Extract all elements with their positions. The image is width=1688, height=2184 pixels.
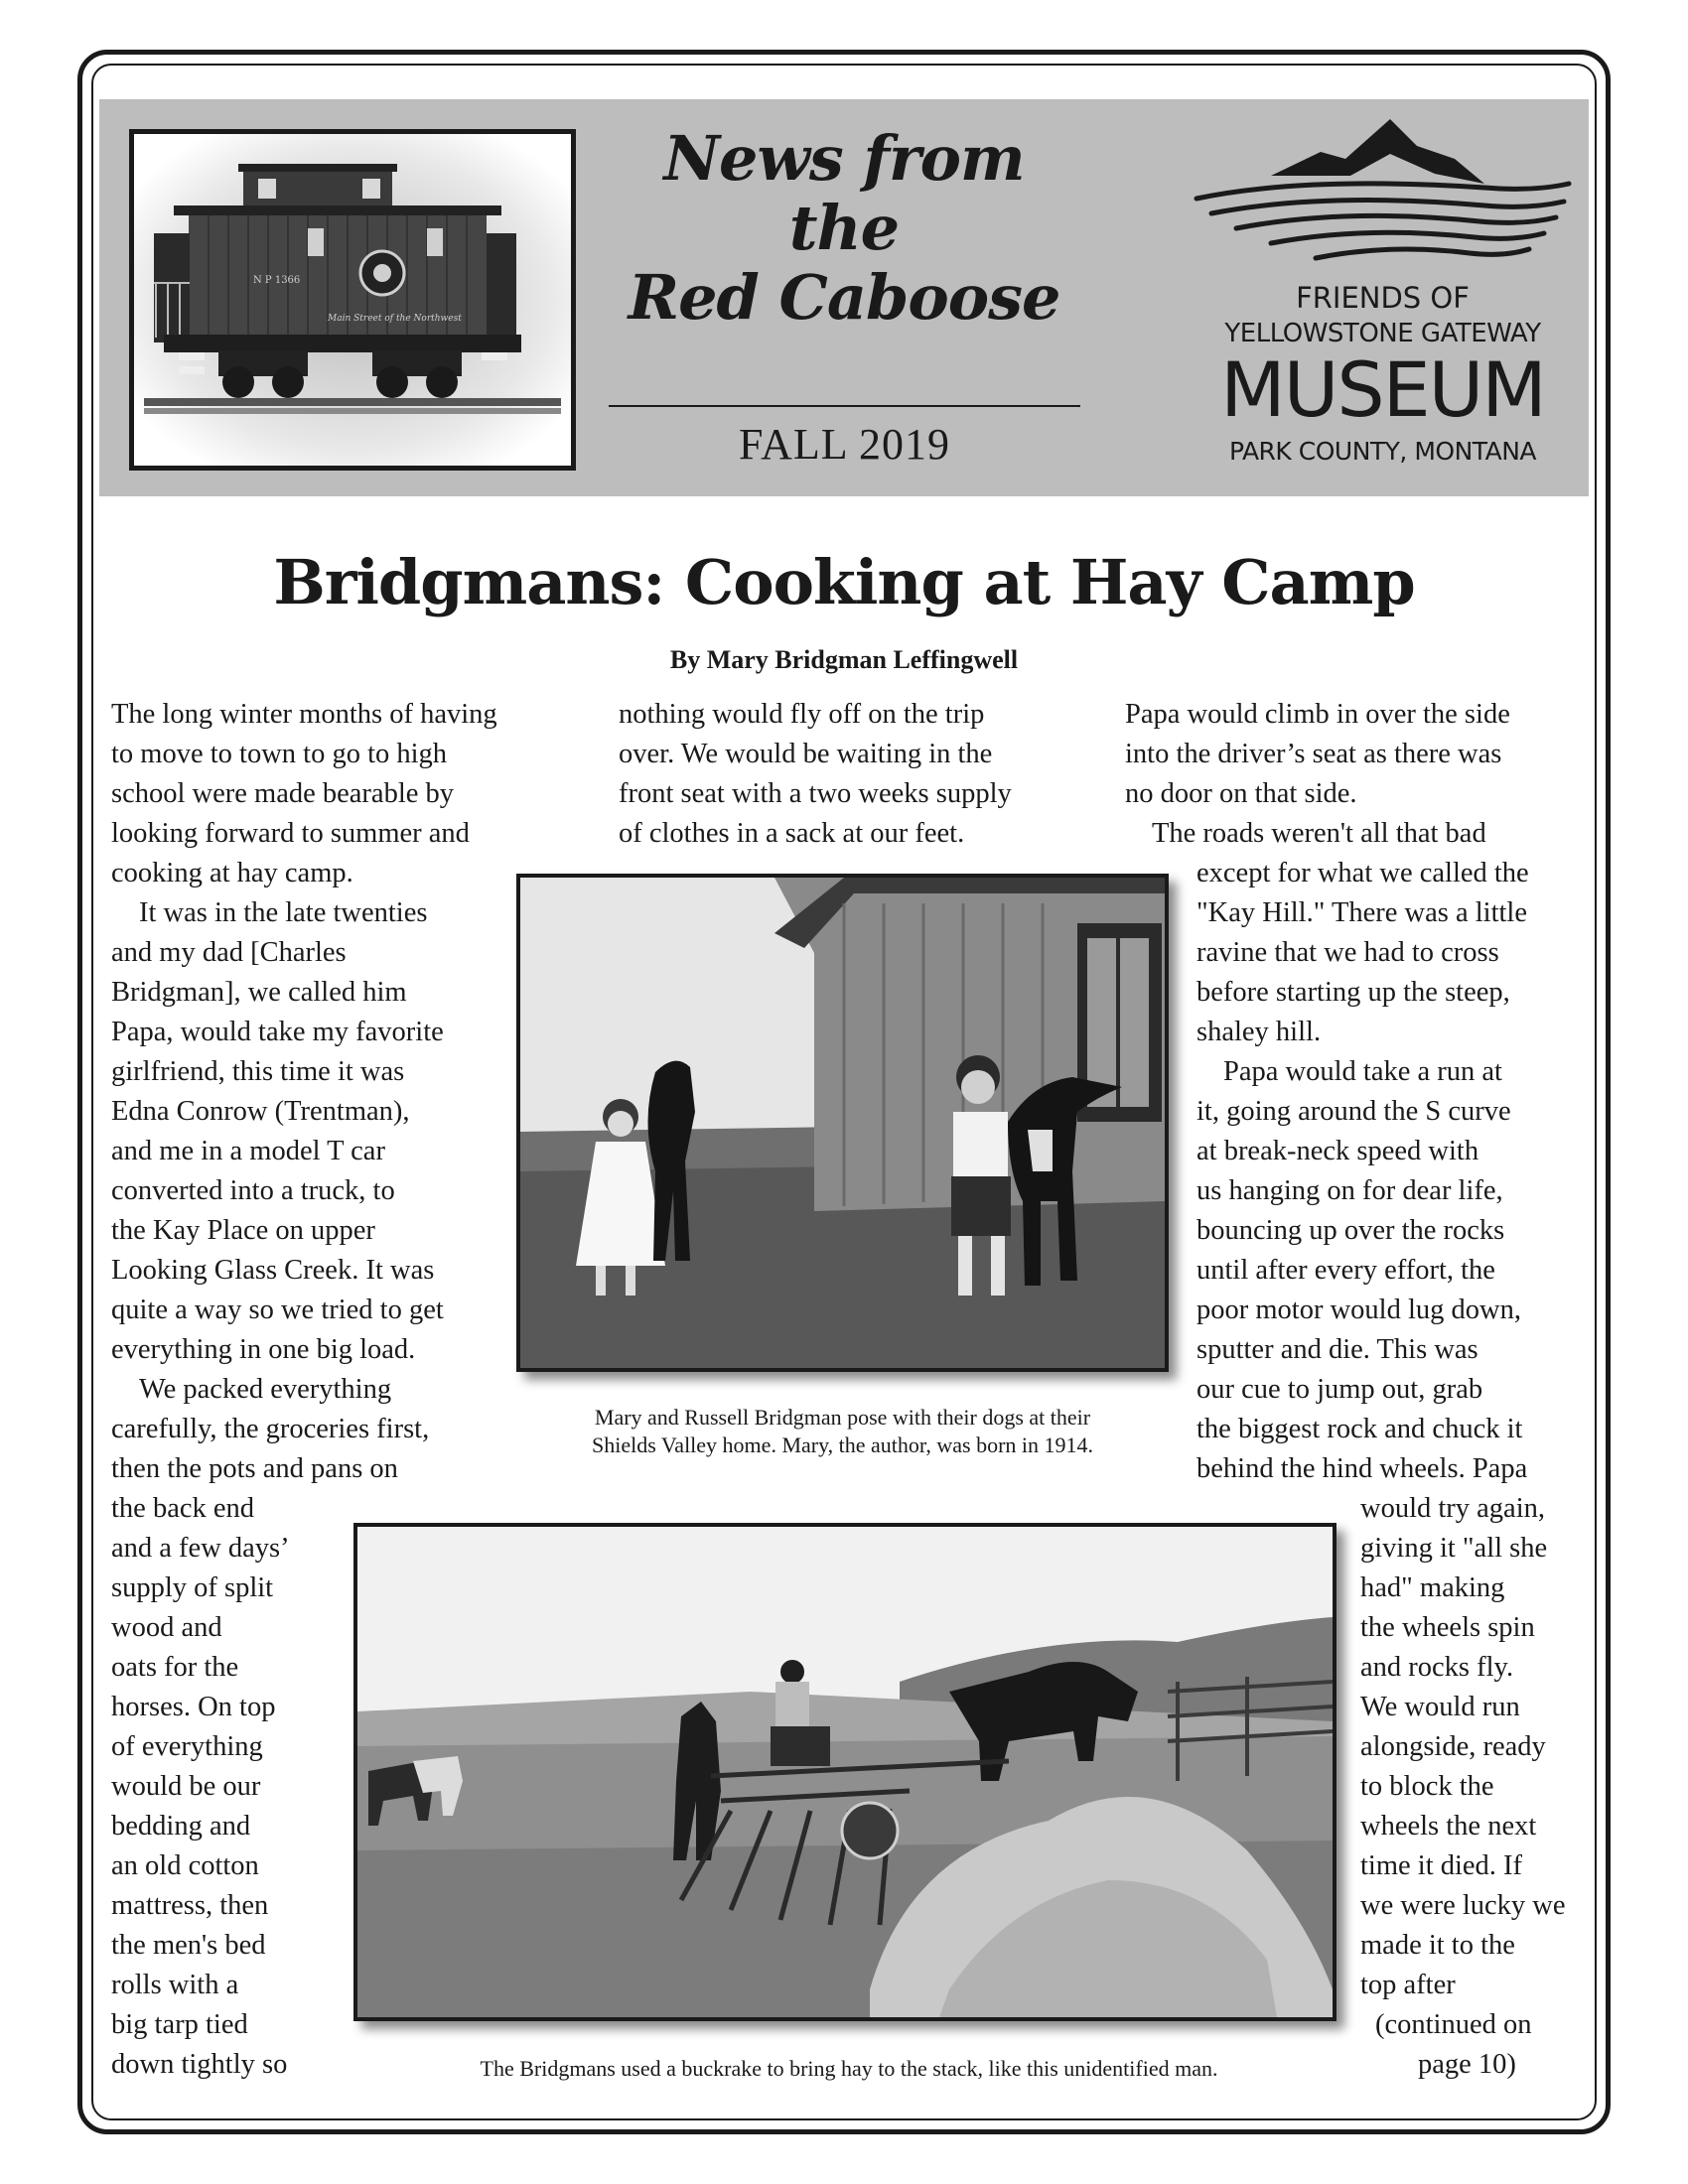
text-line: down tightly so (111, 2049, 288, 2080)
caption-line: Mary and Russell Bridgman pose with their dogs at their (594, 1405, 1091, 1430)
caboose-photo (129, 129, 576, 471)
text-line: "Kay Hill." There was a little (1196, 897, 1527, 928)
text-line: us hanging on for dear life, (1196, 1175, 1503, 1206)
text-line: giving it "all she (1360, 1533, 1548, 1564)
text-line: everything in one big load. (111, 1334, 416, 1365)
text-line: ravine that we had to cross (1196, 937, 1499, 968)
text-line: then the pots and pans on (111, 1453, 398, 1484)
issue-date: FALL 2019 (738, 420, 951, 469)
mountain-fields-icon (1187, 114, 1579, 273)
text-line: to block the (1360, 1771, 1494, 1802)
nameplate-line-1: News from (663, 122, 1025, 195)
text-line: carefully, the groceries first, (111, 1414, 430, 1444)
text-line: before starting up the steep, (1196, 977, 1510, 1008)
text-line: page 10) (1418, 2049, 1516, 2080)
text-line: to move to town to go to high (111, 739, 448, 769)
text-line: had" making (1360, 1572, 1505, 1603)
text-line: school were made bearable by (111, 778, 455, 809)
text-line: an old cotton (111, 1850, 259, 1881)
text-line: wheels the next (1360, 1811, 1537, 1842)
kids-with-dogs-photo (516, 874, 1169, 1372)
buckrake-photo (353, 1523, 1336, 2021)
text-line: (continued on (1375, 2009, 1532, 2040)
text-line: made it to the (1360, 1930, 1515, 1961)
text-line: rolls with a (111, 1970, 239, 2000)
article-title: Bridgmans: Cooking at Hay Camp (273, 546, 1415, 618)
text-line: supply of split (111, 1572, 274, 1603)
text-line: over. We would be waiting in the (619, 739, 993, 769)
logo-line-2: YELLOWSTONE GATEWAY (1224, 319, 1541, 348)
text-line: except for what we called the (1196, 858, 1529, 888)
text-line: and rocks fly. (1360, 1652, 1514, 1683)
text-line: nothing would fly off on the trip (619, 699, 985, 730)
nameplate (596, 124, 1092, 333)
text-line: the men's bed (111, 1930, 266, 1961)
text-line: The roads weren't all that bad (1152, 818, 1486, 849)
museum-logo (1187, 114, 1579, 481)
text-line: behind the hind wheels. Papa (1196, 1453, 1528, 1484)
text-line: would be our (111, 1771, 261, 1802)
article-byline: By Mary Bridgman Leffingwell (669, 645, 1019, 674)
text-line: We would run (1360, 1692, 1520, 1722)
text-line: poor motor would lug down, (1196, 1295, 1521, 1325)
text-line: wood and (111, 1612, 222, 1643)
text-line: big tarp tied (111, 2009, 248, 2040)
text-line: horses. On top (111, 1692, 276, 1722)
text-line: of everything (111, 1731, 263, 1762)
text-line: oats for the (111, 1652, 239, 1683)
text-line: Papa would climb in over the side (1125, 699, 1510, 730)
buckrake-photo-caption: The Bridgmans used a buckrake to bring hay to the stack, like this unidentified man. (480, 2056, 1218, 2081)
text-line: no door on that side. (1125, 778, 1357, 809)
nameplate-line-3: Red Caboose (628, 261, 1060, 334)
text-line: bouncing up over the rocks (1196, 1215, 1505, 1246)
text-line: until after every effort, the (1196, 1255, 1495, 1286)
text-line: into the driver’s seat as there was (1125, 739, 1502, 769)
text-line: Looking Glass Creek. It was (111, 1255, 435, 1286)
text-line: The long winter months of having (111, 699, 497, 730)
text-line: at break-neck speed with (1196, 1136, 1479, 1166)
text-line: of clothes in a sack at our feet. (619, 818, 965, 849)
kids-photo-caption (516, 1404, 1169, 1459)
nameplate-line-2: the (788, 192, 900, 264)
text-line: cooking at hay camp. (111, 858, 353, 888)
text-line: looking forward to summer and (111, 818, 470, 849)
text-line: time it died. If (1360, 1850, 1523, 1881)
nameplate-divider (609, 405, 1080, 407)
text-line: and my dad [Charles (111, 937, 347, 968)
text-line: Papa, would take my favorite (111, 1017, 444, 1047)
text-line: alongside, ready (1360, 1731, 1546, 1762)
text-line: quite a way so we tried to get (111, 1295, 444, 1325)
text-line: mattress, then (111, 1890, 269, 1921)
text-line: Papa would take a run at (1223, 1056, 1502, 1087)
text-line: Edna Conrow (Trentman), (111, 1096, 410, 1127)
text-line: and a few days’ (111, 1533, 290, 1564)
caption-line: Shields Valley home. Mary, the author, was born in 1914. (591, 1433, 1094, 1457)
caboose-slogan: Main Street of the Northwest (328, 314, 462, 324)
logo-line-4: PARK COUNTY, MONTANA (1228, 437, 1537, 466)
text-line: It was in the late twenties (139, 897, 428, 928)
text-line: front seat with a two weeks supply (619, 778, 1012, 809)
caboose-number: N P 1366 (253, 275, 301, 286)
text-line: top after (1360, 1970, 1456, 2000)
text-line: and me in a model T car (111, 1136, 385, 1166)
text-line: the Kay Place on upper (111, 1215, 375, 1246)
text-line: we were lucky we (1360, 1890, 1566, 1921)
text-line: Bridgman], we called him (111, 977, 407, 1008)
text-line: the back end (111, 1493, 255, 1524)
text-line: converted into a truck, to (111, 1175, 395, 1206)
text-line: it, going around the S curve (1196, 1096, 1511, 1127)
text-line: bedding and (111, 1811, 251, 1842)
text-line: the wheels spin (1360, 1612, 1535, 1643)
text-line: sputter and die. This was (1196, 1334, 1478, 1365)
text-line: our cue to jump out, grab (1196, 1374, 1483, 1405)
text-line: shaley hill. (1196, 1017, 1322, 1047)
text-line: We packed everything (139, 1374, 392, 1405)
logo-line-3: MUSEUM (1220, 345, 1545, 434)
text-line: would try again, (1360, 1493, 1546, 1524)
logo-line-1: FRIENDS OF (1296, 281, 1470, 315)
text-line: girlfriend, this time it was (111, 1056, 405, 1087)
text-line: the biggest rock and chuck it (1196, 1414, 1523, 1444)
